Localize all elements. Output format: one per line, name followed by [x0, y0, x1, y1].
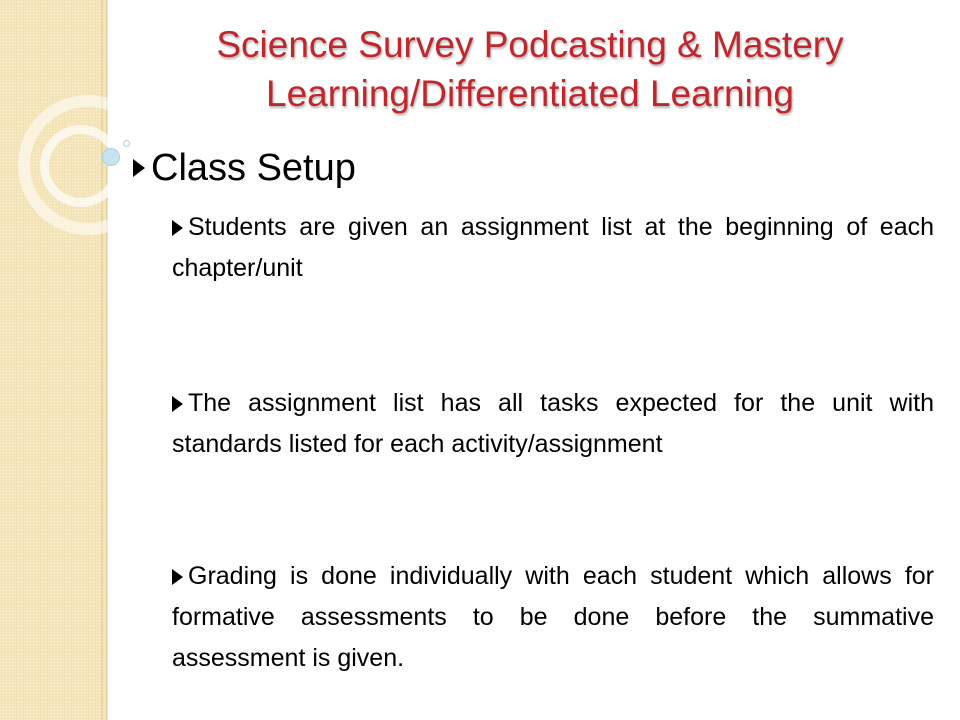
section-heading — [133, 144, 933, 192]
slide-title-line-2: Learning/Differentiated Learning — [266, 73, 794, 114]
section-heading-text: Class Setup — [151, 147, 356, 189]
arrow-bullet-icon — [172, 396, 183, 412]
decorative-ring-small — [40, 125, 122, 207]
slide-title — [130, 20, 930, 118]
bullet-item-2 — [172, 383, 934, 465]
bullet-item-1 — [172, 207, 934, 289]
arrow-bullet-icon — [133, 159, 145, 177]
decorative-dot-small — [123, 140, 130, 147]
decorative-dot-large — [102, 148, 120, 166]
bullet-item-1-text: Students are given an assignment list at the beginning of each chapter/unit — [172, 213, 934, 282]
arrow-bullet-icon — [172, 569, 183, 585]
bullet-item-2-text: The assignment list has all tasks expected for the unit with standards listed for each activity/assignment — [172, 389, 934, 458]
bullet-item-3 — [172, 556, 934, 679]
slide-title-line-1: Science Survey Podcasting & Mastery — [216, 24, 844, 65]
arrow-bullet-icon — [172, 220, 183, 236]
bullet-item-3-text: Grading is done individually with each student which allows for formative assessments to be done before the summative assessment is given. — [172, 562, 934, 672]
